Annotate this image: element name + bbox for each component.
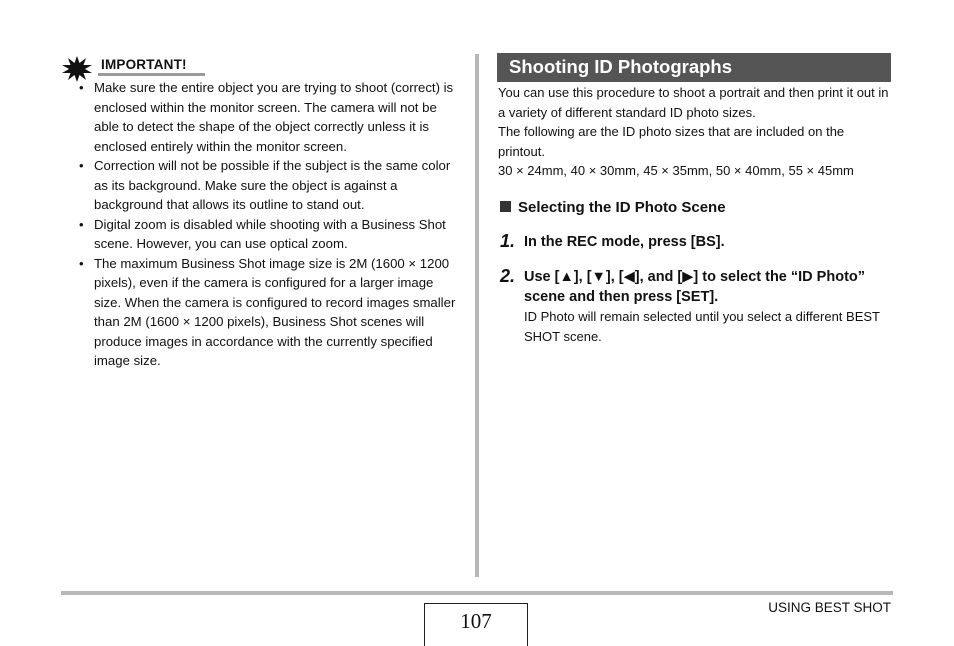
step-text: In the REC mode, press [BS]. (524, 234, 725, 250)
step-text: Use [▲], [▼], [◀], and [▶] to select the “ID Photo” scene and then press [SET]. (524, 269, 866, 305)
bullet-item: • Make sure the entire object you are trying to shoot (correct) is enclosed within the monitor screen. The camera will not be able to detect the shape of the object correctly unless it is enclosed entirely within the monitor screen. (78, 78, 458, 156)
section-title-bar (497, 53, 891, 82)
sub-heading-text: Selecting the ID Photo Scene (518, 199, 726, 216)
intro-paragraph: The following are the ID photo sizes that are included on the printout. (498, 124, 845, 159)
step-number: 2. (500, 266, 516, 286)
step-number: 1. (500, 231, 516, 251)
important-label: IMPORTANT! (101, 57, 187, 72)
bullet-item: • The maximum Business Shot image size is 2M (1600 × 1200 pixels), even if the camera is configured for a larger image size. When the camera is configured to record images smaller than 2M (1600 × 1200 pixels), Business Shot scenes will produce images in accordance with the currently specified image size. (78, 254, 458, 371)
step-note: ID Photo will remain selected until you select a different BEST SHOT scene. (524, 309, 880, 344)
page-number-box (424, 603, 528, 646)
section-title: Shooting ID Photographs (509, 56, 733, 77)
page-number: 107 (460, 609, 492, 633)
footer-section-name: USING BEST SHOT (768, 600, 891, 615)
important-underline (98, 73, 205, 76)
photo-sizes: 30 × 24mm, 40 × 30mm, 45 × 35mm, 50 × 40mm, 55 × 45mm (498, 163, 854, 178)
sub-heading (500, 199, 726, 216)
column-divider (475, 54, 479, 577)
section-intro (498, 83, 893, 181)
bullet-item: • Correction will not be possible if the subject is the same color as its background. Make sure the object is against a background that allows its outline to stand out. (78, 156, 458, 215)
important-header (62, 54, 205, 78)
footer-rule (61, 591, 893, 595)
intro-paragraph: You can use this procedure to shoot a portrait and then print it out in a variety of different standard ID photo sizes. (498, 85, 889, 120)
important-bullet-list (78, 78, 458, 371)
bullet-item: • Digital zoom is disabled while shooting with a Business Shot scene. However, you can use optical zoom. (78, 215, 458, 254)
square-bullet-icon (500, 201, 511, 212)
